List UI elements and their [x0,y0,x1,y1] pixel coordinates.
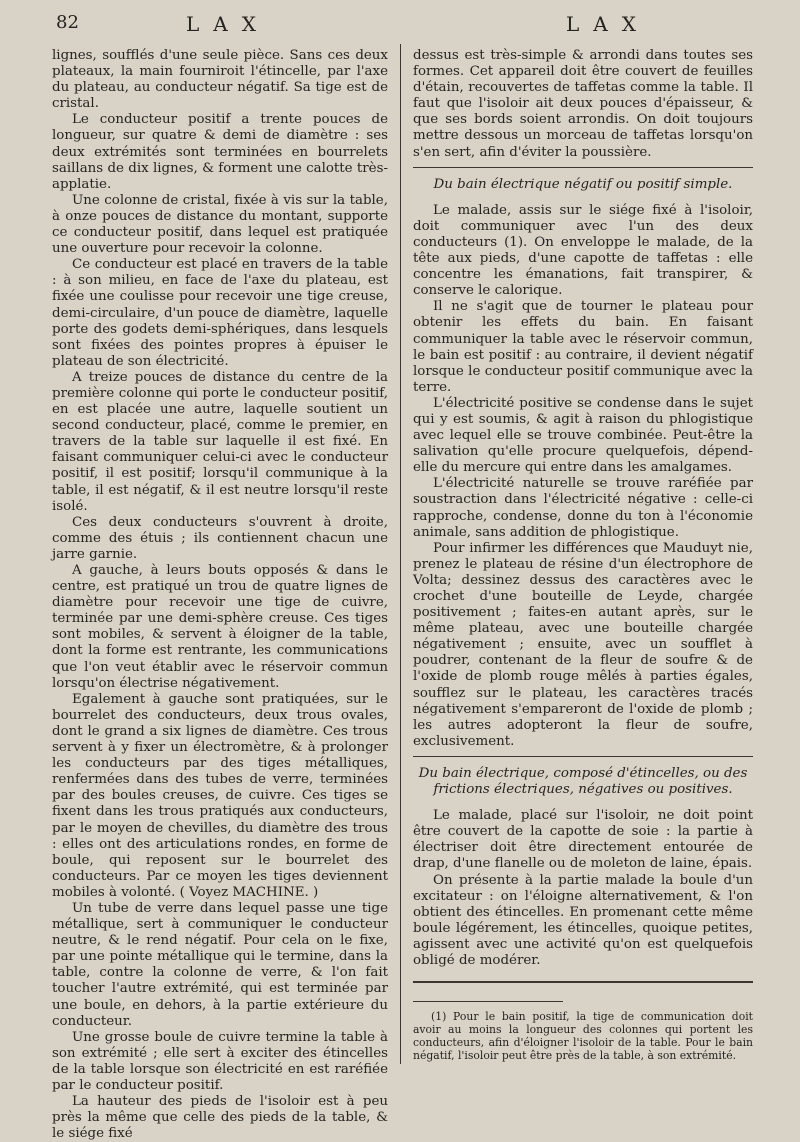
paragraph: L'électricité positive se condense dans le sujet qui y est soumis, & agit à raison du phlogistique avec lequel elle se trouve combinée. Peut-être la salivation qu'elle procure quelquefois, dépend-elle du mercure qui entre dans les amalgames. [413,395,753,476]
paragraph: Il ne s'agit que de tourner le plateau pour obtenir les effets du bain. En faisant communiquer la table avec le réservoir commun, le bain est positif : au contraire, il devient négatif lorsque le conducteur positif communique avec la terre. [413,299,753,395]
footnote: (1) Pour le bain positif, la tige de communication doit avoir au moins la longueur des colonnes qui portent les conducteurs, afin d'éloigner l'isoloir de la table. Pour le bain négatif, l'isoloir peut être près de la table, à son extrémité. [413,1010,753,1063]
footnote-rule [413,1001,563,1002]
column-divider [400,44,401,1064]
paragraph: Une colonne de cristal, fixée à vis sur la table, à onze pouces de distance du montant, supporte ce conducteur positif, dans lequel est pratiquée une ouverture pour recevoir la colonne. [52,192,388,257]
paragraph: A gauche, à leurs bouts opposés & dans le centre, est pratiqué un trou de quatre lignes de diamètre pour recevoir une tige de cuivre, terminée par une demi-sphère creuse. Ces tiges sont mobiles, & servent à éloigner de la table, dont la forme est rentrante, les communications que l'on veut établir avec le réservoir commun lorsqu'on électrise négativement. [52,563,388,691]
paragraph: Ce conducteur est placé en travers de la table : à son milieu, en face de l'axe du plateau, est fixée une coulisse pour recevoir une tige creuse, demi-circulaire, d'un pouce de diamètre, laquelle porte des godets demi-sphériques, dans lesquels sont fixées des pointes propres à épuiser le plateau de son électricité. [52,257,388,369]
section-rule [413,756,753,757]
running-head-left: LAX [186,12,270,36]
section-heading: Du bain électrique, composé d'étincelles, ou des frictions électriques, négatives ou positives. [418,765,748,798]
paragraph: Egalement à gauche sont pratiquées, sur le bourrelet des conducteurs, deux trous ovales, dont le grand a six lignes de diamètre. Ces trous servent à y fixer un électromètre, & à prolonger les conducteurs par des tiges métalliques, renfermées dans des tubes de verre, terminées par des boules creuses, de cuivre. Ces tiges se fixent dans les trous pratiqués aux conducteurs, par le moyen de chevilles, du diamètre des trous : elles ont des articulations rondes, en forme de boule, qui reposent sur le bourrelet des conducteurs. Par ce moyen les tiges deviennent mobiles à volonté. ( Voyez MACHINE. ) [52,691,388,900]
paragraph: Le malade, assis sur le siége fixé à l'isoloir, doit communiquer avec l'un des deux conducteurs (1). On enveloppe le malade, de la tête aux pieds, d'une capotte de taffetas : elle concentre les émanations, fait transpirer, & conserve le calorique. [413,202,753,299]
paragraph: dessus est très-simple & arrondi dans toutes ses formes. Cet appareil doit être couvert de feuilles d'étain, recouvertes de taffetas comme la table. Il faut que l'isoloir ait deux pouces d'épaisseur, & que ses bords soient arrondis. On doit toujours mettre dessous un morceau de taffetas lorsqu'on s'en sert, afin d'éviter la poussière. [413,48,753,160]
paragraph: Un tube de verre dans lequel passe une tige métallique, sert à communiquer le conducteur neutre, & le rend négatif. Pour cela on le fixe, par une pointe métallique qui le termine, dans la table, contre la colonne de verre, & l'on fait toucher l'autre extrémité, qui est terminée par une boule, en dehors, à la partie extérieure du conducteur. [52,900,388,1029]
end-rule [413,981,753,983]
paragraph: Le conducteur positif a trente pouces de longueur, sur quatre & demi de diamètre : ses deux extrémités sont terminées en bourrelets saillans de dix lignes, & forment une calotte très-applatie. [52,112,388,192]
paragraph: Ces deux conducteurs s'ouvrent à droite, comme des étuis ; ils contiennent chacun une jarre garnie. [52,514,388,562]
paragraph: L'électricité naturelle se trouve raréfiée par soustraction dans l'électricité négative : celle-ci rapproche, condense, donne du ton à l'économie animale, sans addition de phlogistique. [413,476,753,540]
paragraph: Pour infirmer les différences que Mauduyt nie, prenez le plateau de résine d'un électrophore de Volta; dessinez dessus des caractères avec le crochet d'une bouteille de Leyde, chargée positivement ; faites-en autant après, sur le même plateau, avec une bouteille chargée négativement ; ensuite, avec un soufflet à poudrer, contenant de la fleur de soufre & de l'oxide de plomb rouge mêlés à parties égales, soufflez sur le plateau, les caractères tracés négativement s'empareront de l'oxide de plomb ; les autres adopteront la fleur de soufre, exclusivement. [413,540,753,749]
paragraph: Le malade, placé sur l'isoloir, ne doit point être couvert de la capotte de soie : la partie à électriser doit être directement entourée de drap, d'une flanelle ou de moleton de laine, épais. [413,808,753,872]
paragraph: On présente à la partie malade la boule d'un excitateur : on l'éloigne alternativement, & l'on obtient des étincelles. En promenant cette même boule légérement, les étincelles, quoique petites, agissent avec une activité qu'on est quelquefois obligé de modérer. [413,872,753,968]
paragraph: Une grosse boule de cuivre termine la table à son extrémité ; elle sert à exciter des étincelles de la table lorsque son électricité en est raréfiée par le conducteur positif. [52,1029,388,1093]
paragraph: A treize pouces de distance du centre de la première colonne qui porte le conducteur positif, en est placée une autre, laquelle soutient un second conducteur, placé, comme le premier, en travers de la table sur laquelle il est fixé. En faisant communiquer celui-ci avec le conducteur positif, il est positif; lorsqu'il communique à la table, il est négatif, & il est neutre lorsqu'il reste isolé. [52,369,388,514]
running-head-right: LAX [566,12,650,36]
section-rule [413,167,753,168]
right-column [413,48,753,1062]
page-number: 82 [56,12,79,33]
section-heading: Du bain électrique négatif ou positif simple. [433,176,733,192]
left-column [52,48,388,1142]
paragraph: lignes, soufflés d'une seule pièce. Sans ces deux plateaux, la main fourniroit l'étincelle, par l'axe du plateau, au conducteur négatif. Sa tige est de cristal. [52,48,388,112]
page-header [0,12,800,42]
paragraph: La hauteur des pieds de l'isoloir est à peu près la même que celle des pieds de la table, & le siége fixé [52,1094,388,1142]
